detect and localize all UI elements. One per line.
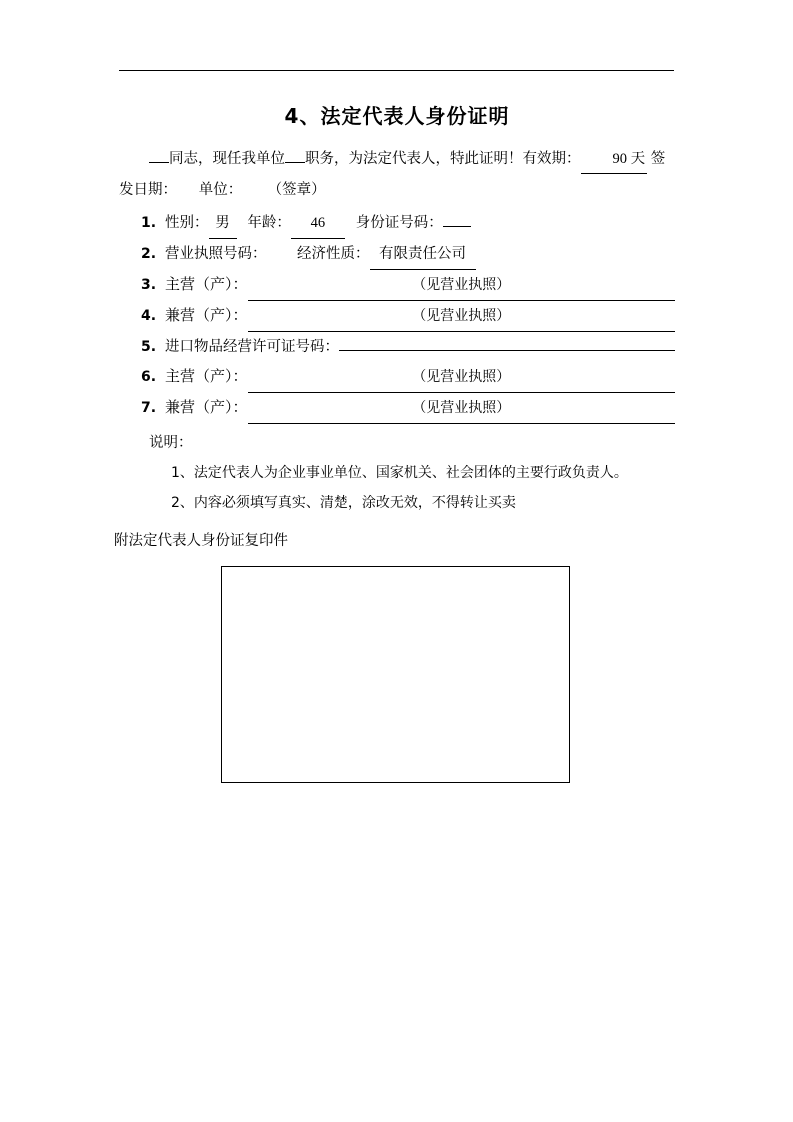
- document-content: [114, 100, 675, 556]
- gender-label: 性别：: [165, 215, 209, 231]
- intro-text-3: 签: [650, 151, 666, 167]
- side-business-label: 兼营（产）：: [165, 308, 248, 324]
- license-number-label: 营业执照号码：: [165, 246, 267, 262]
- intro-name-blank[interactable]: [149, 162, 169, 163]
- intro-validity-value[interactable]: 90 天: [581, 145, 648, 174]
- main-business-value-2[interactable]: （见营业执照）: [248, 362, 675, 393]
- intro-second-line: [119, 176, 675, 204]
- main-business-label-2: 主营（产）：: [165, 369, 248, 385]
- note-line-1: 1、法定代表人为企业事业单位、国家机关、社会团体的主要行政负责人。: [171, 465, 628, 481]
- id-number-value[interactable]: [443, 226, 471, 227]
- id-photocopy-box: [221, 566, 570, 783]
- issue-date-label: 发日期：: [119, 182, 177, 198]
- intro-position-blank[interactable]: [285, 162, 305, 163]
- intro-text-1: 同志，现任我单位: [169, 151, 285, 167]
- import-license-value[interactable]: [339, 350, 675, 351]
- side-business-value[interactable]: （见营业执照）: [248, 301, 675, 332]
- item-number: 3.: [141, 277, 157, 293]
- gender-value[interactable]: 男: [209, 208, 237, 239]
- item-number: 6.: [141, 369, 157, 385]
- item-number: 1.: [141, 215, 157, 231]
- note-line-2: 2、内容必须填写真实、清楚，涂改无效，不得转让买卖: [171, 495, 516, 511]
- header-divider: [119, 70, 674, 71]
- page-title: 4、法定代表人身份证明: [284, 104, 510, 128]
- form-items-list: [119, 208, 675, 424]
- id-number-label: 身份证号码：: [355, 215, 443, 231]
- economic-type-label: 经济性质：: [297, 246, 370, 262]
- list-item: [141, 301, 675, 332]
- import-license-label: 进口物品经营许可证号码：: [165, 339, 339, 355]
- main-business-value[interactable]: （见营业执照）: [248, 270, 675, 301]
- seal-label: （签章）: [267, 182, 326, 198]
- item-number: 4.: [141, 308, 157, 324]
- economic-type-value[interactable]: 有限责任公司: [370, 239, 476, 270]
- attachment-label: 附法定代表人身份证复印件: [114, 533, 288, 549]
- side-business-label-2: 兼营（产）：: [165, 400, 248, 416]
- unit-label: 单位：: [198, 182, 243, 198]
- notes-title: 说明：: [149, 435, 193, 451]
- list-item: [141, 270, 675, 301]
- age-value[interactable]: 46: [291, 208, 345, 239]
- item-number: 5.: [141, 339, 157, 355]
- item-number: 7.: [141, 400, 157, 416]
- intro-text-2: 职务，为法定代表人，特此证明！有效期：: [305, 151, 581, 167]
- list-item: [141, 208, 675, 239]
- age-label: 年龄：: [247, 215, 291, 231]
- side-business-value-2[interactable]: （见营业执照）: [248, 393, 675, 424]
- main-business-label: 主营（产）：: [165, 277, 248, 293]
- intro-paragraph: [119, 145, 675, 174]
- list-item: [141, 362, 675, 393]
- list-item: [141, 332, 675, 362]
- list-item: [141, 393, 675, 424]
- list-item: [141, 239, 675, 270]
- item-number: 2.: [141, 246, 157, 262]
